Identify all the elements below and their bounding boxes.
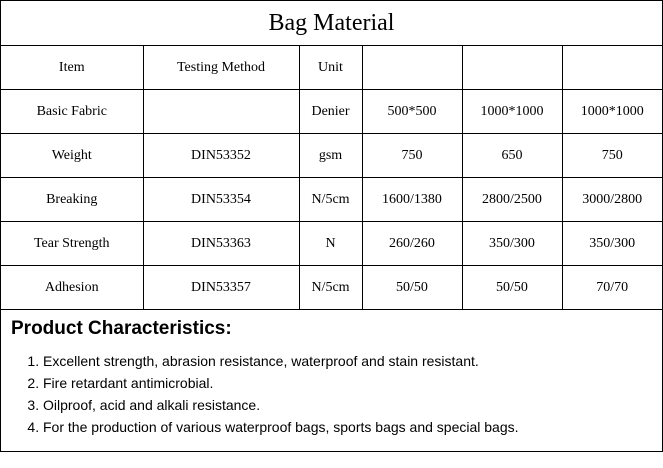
table-cell: 1600/1380: [362, 178, 462, 222]
header-cell-unit: Unit: [299, 46, 362, 90]
table-cell: N: [299, 222, 362, 266]
table-cell: DIN53354: [143, 178, 299, 222]
table-cell: Denier: [299, 90, 362, 134]
list-item: 1. Excellent strength, abrasion resistance, waterproof and stain resistant.: [43, 350, 662, 372]
table-cell: 260/260: [362, 222, 462, 266]
list-item: 4. For the production of various waterproof bags, sports bags and special bags.: [43, 416, 662, 438]
header-cell-item: Item: [1, 46, 143, 90]
characteristics-list: [11, 350, 662, 438]
list-item: 2. Fire retardant antimicrobial.: [43, 372, 662, 394]
table-cell: Weight: [1, 134, 143, 178]
table-cell: 500*500: [362, 90, 462, 134]
table-cell: Breaking: [1, 178, 143, 222]
table-cell: 650: [462, 134, 562, 178]
table-cell: DIN53357: [143, 266, 299, 310]
table-cell: [143, 90, 299, 134]
table-cell: gsm: [299, 134, 362, 178]
table-cell: 350/300: [562, 222, 662, 266]
table-cell: 350/300: [462, 222, 562, 266]
table-cell: 750: [362, 134, 462, 178]
table-row-basic-fabric: [1, 90, 662, 134]
table-cell: 50/50: [462, 266, 562, 310]
table-row-weight: [1, 134, 662, 178]
table-header-row: [1, 46, 662, 90]
characteristics-heading: Product Characteristics:: [11, 318, 232, 339]
table-row-breaking: [1, 178, 662, 222]
table-cell: N/5cm: [299, 266, 362, 310]
table-cell: 70/70: [562, 266, 662, 310]
table-row-adhesion: [1, 266, 662, 310]
table-cell: Adhesion: [1, 266, 143, 310]
header-cell-blank: [562, 46, 662, 90]
table-cell: DIN53363: [143, 222, 299, 266]
table-cell: 50/50: [362, 266, 462, 310]
document-title: Bag Material: [1, 1, 662, 46]
table-cell: DIN53352: [143, 134, 299, 178]
table-cell: N/5cm: [299, 178, 362, 222]
table-cell: 1000*1000: [462, 90, 562, 134]
header-cell-testing-method: Testing Method: [143, 46, 299, 90]
table-cell: 2800/2500: [462, 178, 562, 222]
table-cell: 750: [562, 134, 662, 178]
table-cell: Basic Fabric: [1, 90, 143, 134]
list-item: 3. Oilproof, acid and alkali resistance.: [43, 394, 662, 416]
table-cell: 3000/2800: [562, 178, 662, 222]
header-cell-blank: [462, 46, 562, 90]
table-row-tear-strength: [1, 222, 662, 266]
spec-table: [1, 46, 662, 310]
characteristics-section: [1, 310, 662, 438]
header-cell-blank: [362, 46, 462, 90]
table-cell: Tear Strength: [1, 222, 143, 266]
table-cell: 1000*1000: [562, 90, 662, 134]
